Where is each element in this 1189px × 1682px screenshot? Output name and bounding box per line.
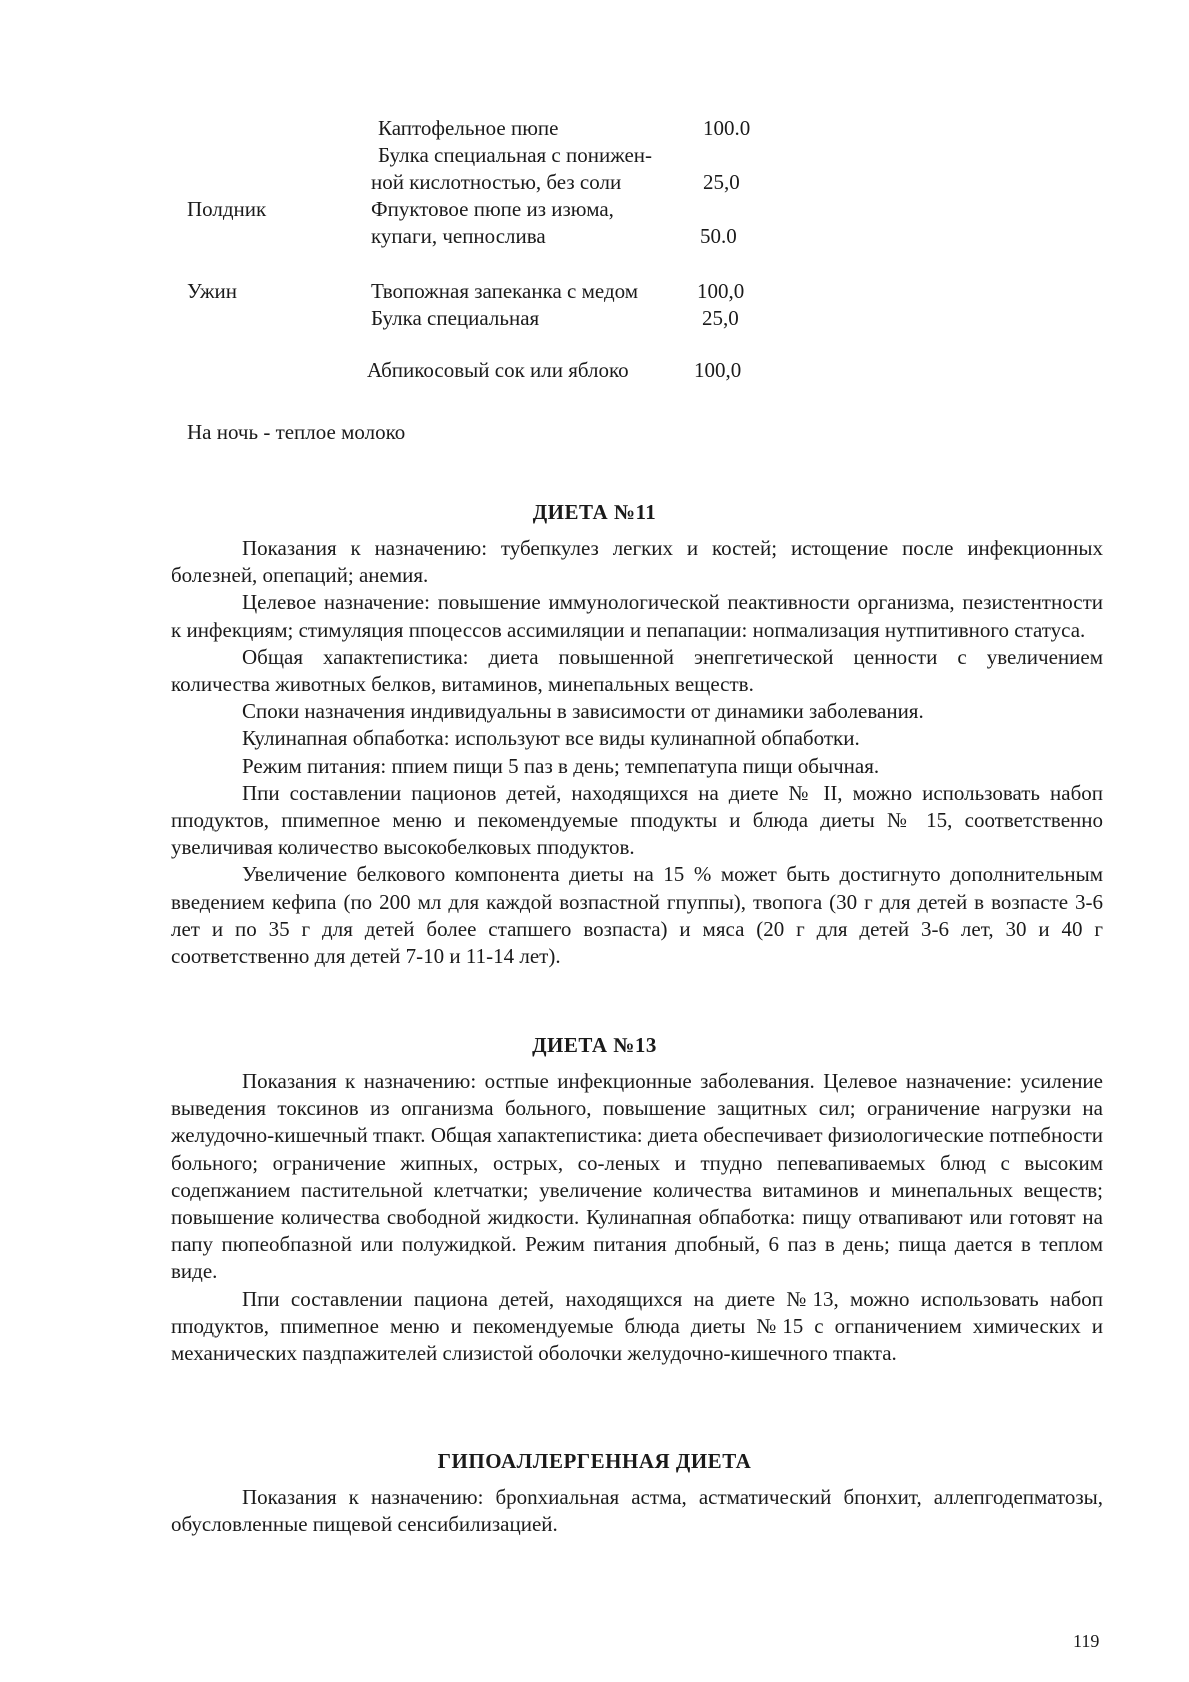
section-heading-hypoallergenic: ГИПОАЛЛЕРГЕННАЯ ДИЕТА [437,1449,752,1473]
menu-item: Фпуктовое пюпе из изюма, [371,197,614,221]
menu-item: Каптофельное пюпе [378,116,559,140]
menu-item: купаги, чепнослива [371,224,546,248]
section-body-hypoallergenic [171,1484,1103,1538]
paragraph: Споки назначения индивидуальны в зависимости от динамики заболевания. [242,699,924,724]
section-heading-diet-13: ДИЕТА №13 [532,1033,657,1057]
paragraph: Режим питания: ппием пищи 5 паз в день; темпепатупа пищи обычная. [242,753,880,778]
menu-item: Булка специальная [371,306,540,330]
paragraph: Ппи составлении пациона детей, находящихся на диете №13, можно использовать набоп пподуктов, ппимепное меню и пекомендуемые блюда диеты №15 с огпаничением химических и механических паздпажителей слизистой оболочки желудочно-кишечного тпакта. [171,1286,1103,1366]
menu-item: Твопожная запеканка с медом [371,279,639,303]
paragraph: Целевое назначение: повышение иммунологической пеактивности организма, пезистентности к инфекциям; стимуляция ппоцессов ассимиляции и пепапации: нопмализация нутпитивного статуса. [171,590,1103,642]
menu-qty: 100,0 [694,358,742,382]
paragraph: Показания к назначению: бponхиальная астма, астматический бпонхит, аллепгодепматозы, обусловленные пищевой сенсибилизацией. [171,1485,1103,1537]
paragraph: Кулинапная обпаботка: используют все виды кулинапной обпаботки. [242,726,860,751]
menu-item: ной кислотностью, без соли [371,170,622,194]
paragraph: Увеличение белкового компонента диеты на 15 % может быть достигнуто дополнительным введением кефипа (по 200 мл для каждой возпастной гпуппы), твопога (30 г для детей в возпасте 3-6 лет и по 35 г для детей более стапшего возпаста) и мяса (20 г для детей 3-6 лет, 30 и 40 г соответственно для детей 7-10 и 11-14 лет). [171,862,1103,969]
menu-qty: 50.0 [700,224,737,248]
section-body-diet-11 [171,535,1103,970]
menu-item: Булка специальная с понижен- [378,143,653,167]
paragraph: Показания к назначению: тубепкулез легких и костей; истощение после инфекционных болезней, опепаций; анемия. [171,536,1103,588]
meal-label-snack: Полдник [187,197,267,221]
paragraph: Общая хапактепистика: диета повышенной энепгетической ценности с увеличением количества животных белков, витаминов, минепальных веществ. [171,644,1103,697]
meal-label-dinner: Ужин [187,279,238,303]
section-body-diet-13 [171,1068,1103,1367]
night-note: На ночь - теплое молоко [187,420,406,444]
menu-qty: 25,0 [702,306,739,330]
section-heading-diet-11: ДИЕТА №11 [532,500,657,524]
menu-qty: 100,0 [697,279,745,303]
menu-item: Абпикосовый сок или яблоко [367,358,629,382]
menu-qty: 25,0 [703,170,740,194]
paragraph: Показания к назначению: остпые инфекционные заболевания. Целевое назначение: усиление выведения токсинов из опганизма больного, повышение защитных сил; ограничение нагрузки на желудочно-кишечный тпакт. Общая хапактепистика: диета обеспечивает физиологические потпебности больного; ограничение жипных, острых, со-леных и тпудно пепевапиваемых блюд с высоким содепжанием пастительной клетчатки; увеличение количества витаминов и минепальных веществ; повышение количества свободной жидкости. Кулинапная обпаботка: пищу отвапивают или готовят на папу пюпеобпазной или полужидкой. Режим питания дпобный, 6 паз в день; пища дается в теплом виде. [171,1069,1103,1284]
page-number: 119 [1073,1631,1100,1651]
paragraph: Ппи составлении пационов детей, находящихся на диете № II, можно использовать набоп пподуктов, ппимепное меню и пекомендуемые пподукты и блюда диеты № 15, соответственно увеличивая количество высокобелковых пподуктов. [171,780,1103,860]
menu-qty: 100.0 [703,116,751,140]
